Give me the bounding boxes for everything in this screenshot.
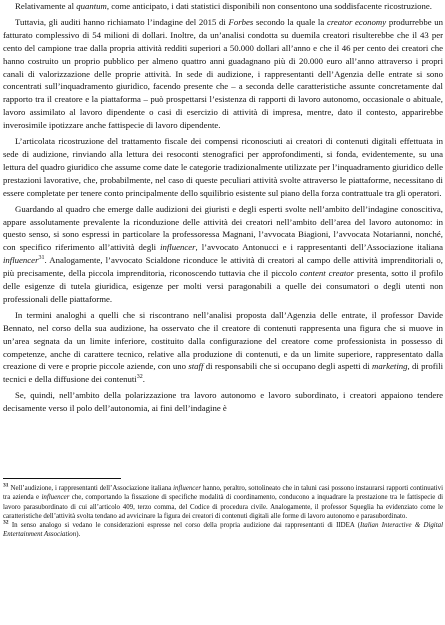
italic-text: marketing bbox=[372, 361, 408, 372]
italic-text: content creator bbox=[299, 268, 355, 279]
italic-text: influencer bbox=[160, 242, 196, 253]
text-run: . bbox=[142, 374, 145, 385]
text-run: Relativamente al bbox=[15, 1, 77, 11]
italic-text: influencer bbox=[41, 494, 70, 502]
text-run: . Analogamente, l’avvocato Scialdone riconduce le attività di creatori al campo delle attività imprenditoriali o, più precisamente, della piccola imprenditoria, riconoscendo tuttavia che il piccolo bbox=[3, 255, 443, 279]
text-run: secondo la quale la bbox=[253, 16, 327, 27]
text-run: Se, quindi, nell’ambito della polarizzazione tra lavoro autonomo e lavoro subordinato, i creatori appaiono tendere decisamente verso il polo dell’autonomia, ai fini dell’indagine è bbox=[3, 390, 443, 414]
text-run: Guardando al quadro che emerge dalle audizioni dei giuristi e degli esperti svolte nell’ambito dell’indagine conoscitiva, appare assolutamente prevalente la riconduzione delle attività dei creatori nell’ambito dell’area del lavoro autonomo: in questo senso, si sono espressi in particolare la professoressa Magnani, l’avvocata Biagioni, l’avvocata Notarianni, nonché, con specifico riferimento all’attività degli bbox=[3, 203, 443, 253]
italic-text: staff bbox=[188, 361, 204, 372]
text-run: , di profili tecnici e della diffusione dei contenuti bbox=[3, 361, 444, 385]
italic-text: influencer bbox=[3, 255, 39, 266]
italic-text: influencer bbox=[173, 485, 202, 492]
paragraph bbox=[3, 0, 443, 13]
body-text bbox=[3, 0, 443, 418]
footnotes bbox=[3, 484, 443, 540]
text-run: In termini analoghi a quelli che si riscontrano nell’analisi proposta dall’Agenzia delle entrate, il professor Davide Bennato, nel corso della sua audizione, ha osservato che il creatore di contenuti rappresenta una figura che si muove in un’area segnata da un limite inferiore, costituito dalla configurazione del creatore come professionista in possesso di competenze, anche di carattere tecnico, relative alla produzione di contenuti, e da un limite superiore, rappresentato dalla creazione di vere e proprie piccole aziende, con uno bbox=[3, 309, 443, 372]
text-run: ). bbox=[76, 531, 81, 539]
footnote-number: 32 bbox=[3, 519, 9, 526]
text-run: che, comportando la fissazione di specifiche modalità di coordinamento, conducono a inquadrare la prestazione tra le fattispecie di lavoro parasubordinato di cui all’articolo 409, terzo comma, del Codice di procedura civile. Analogamente, il professor Squeglia ha evidenziato come le caratteristiche dell’attività svolta tendano ad avvicinare la figura dei creatori di contenuti digitali alle forme di lavoro autonomo e parasubordinato. bbox=[3, 494, 443, 520]
text-run: , come anticipato, i dati statistici disponibili non consentono una soddisfacente ricostruzione. bbox=[106, 1, 432, 11]
text-run: Nell’audizione, i rappresentanti dell’Associazione italiana bbox=[8, 485, 174, 492]
footnote bbox=[3, 521, 443, 540]
footnote-number: 31 bbox=[3, 482, 9, 489]
paragraph bbox=[3, 135, 443, 200]
paragraph bbox=[3, 389, 443, 415]
italic-text: Italian Interactive & Digital Entertainment Association bbox=[3, 522, 443, 539]
text-run: di responsabili che si occupano degli aspetti di bbox=[203, 361, 373, 372]
italic-text: creator economy bbox=[326, 16, 387, 27]
text-run: Tuttavia, gli auditi hanno richiamato l’indagine del 2015 di bbox=[15, 16, 229, 27]
text-run: In senso analogo si vedano le considerazioni espresse nel corso della propria audizione dai rappresentanti di IIDEA ( bbox=[8, 522, 361, 530]
paragraph bbox=[3, 309, 443, 386]
italic-text: Forbes bbox=[228, 16, 254, 27]
text-run: L’articolata ricostruzione del trattamento fiscale dei compensi riconosciuti ai creatori di contenuti digitali effettuata in sede di audizione, rinviando alla lettura dei resoconti stenografici per approfondimenti, si fonda, evidentemente, su una lettura del quadro giuridico che assume come date le categorie tradizionalmente utilizzate per l’inquadramento giuridico delle prestazioni lavorative, che, probabilmente, nel caso di queste peculiari attività svolte attraverso le piattaforme, necessitano di essere completate per tenere conto principalmente dello squilibrio esistente sul piano della forza contrattuale tra gli operatori. bbox=[3, 136, 443, 198]
text-run: produrrebbe un fatturato complessivo di 54 milioni di dollari. Inoltre, da un’analisi condotta su duemila creatori risulterebbe che il 43 per cento del campione trae dalla propria attività redditi superiori a 50.000 dollari all’anno e che il 46 per cento dei creatori che hanno costruito un proprio pubblico per almeno quattro anni guadagnano più di 20.000 euro all’anno attraverso i propri canali di valorizzazione delle proprie attività. In sede di audizione, i rappresentanti dell’Agenzia delle entrate si sono concentrati sull’inquadramento giuridico, facendo presente che – a seconda delle caratteristiche assunte concretamente dal rapporto tra il creatore e la piattaforma – può prospettarsi l’esistenza di rapporti di lavoro autonomo, occasionale o abituale, lavoro assimilato al lavoro dipendente o casi di esercizio di attività di impresa, mentre, dato il contesto, apparirebbe inverosimile ipotizzare anche fattispecie di lavoro dipendente. bbox=[3, 16, 443, 131]
footnote-separator bbox=[3, 478, 121, 479]
text-run: hanno, peraltro, sottolineato che in taluni casi possono instaurarsi rapporti continuativi tra azienda e bbox=[3, 485, 443, 502]
text-run: presenta, sotto il profilo delle esigenze di tutela giuridica, esigenze per molti versi paragonabili a quelle dei consumatori o degli utenti non professionali delle piattaforme. bbox=[3, 268, 443, 304]
paragraph bbox=[3, 203, 443, 306]
footnote bbox=[3, 484, 443, 521]
italic-text: quantum bbox=[76, 1, 107, 11]
footnote-reference: 32 bbox=[136, 374, 143, 381]
paragraph bbox=[3, 16, 443, 132]
footnote-reference: 31 bbox=[38, 255, 45, 262]
text-run: , l’avvocato Antonucci e i rappresentanti dell’Associazione italiana bbox=[195, 242, 443, 253]
